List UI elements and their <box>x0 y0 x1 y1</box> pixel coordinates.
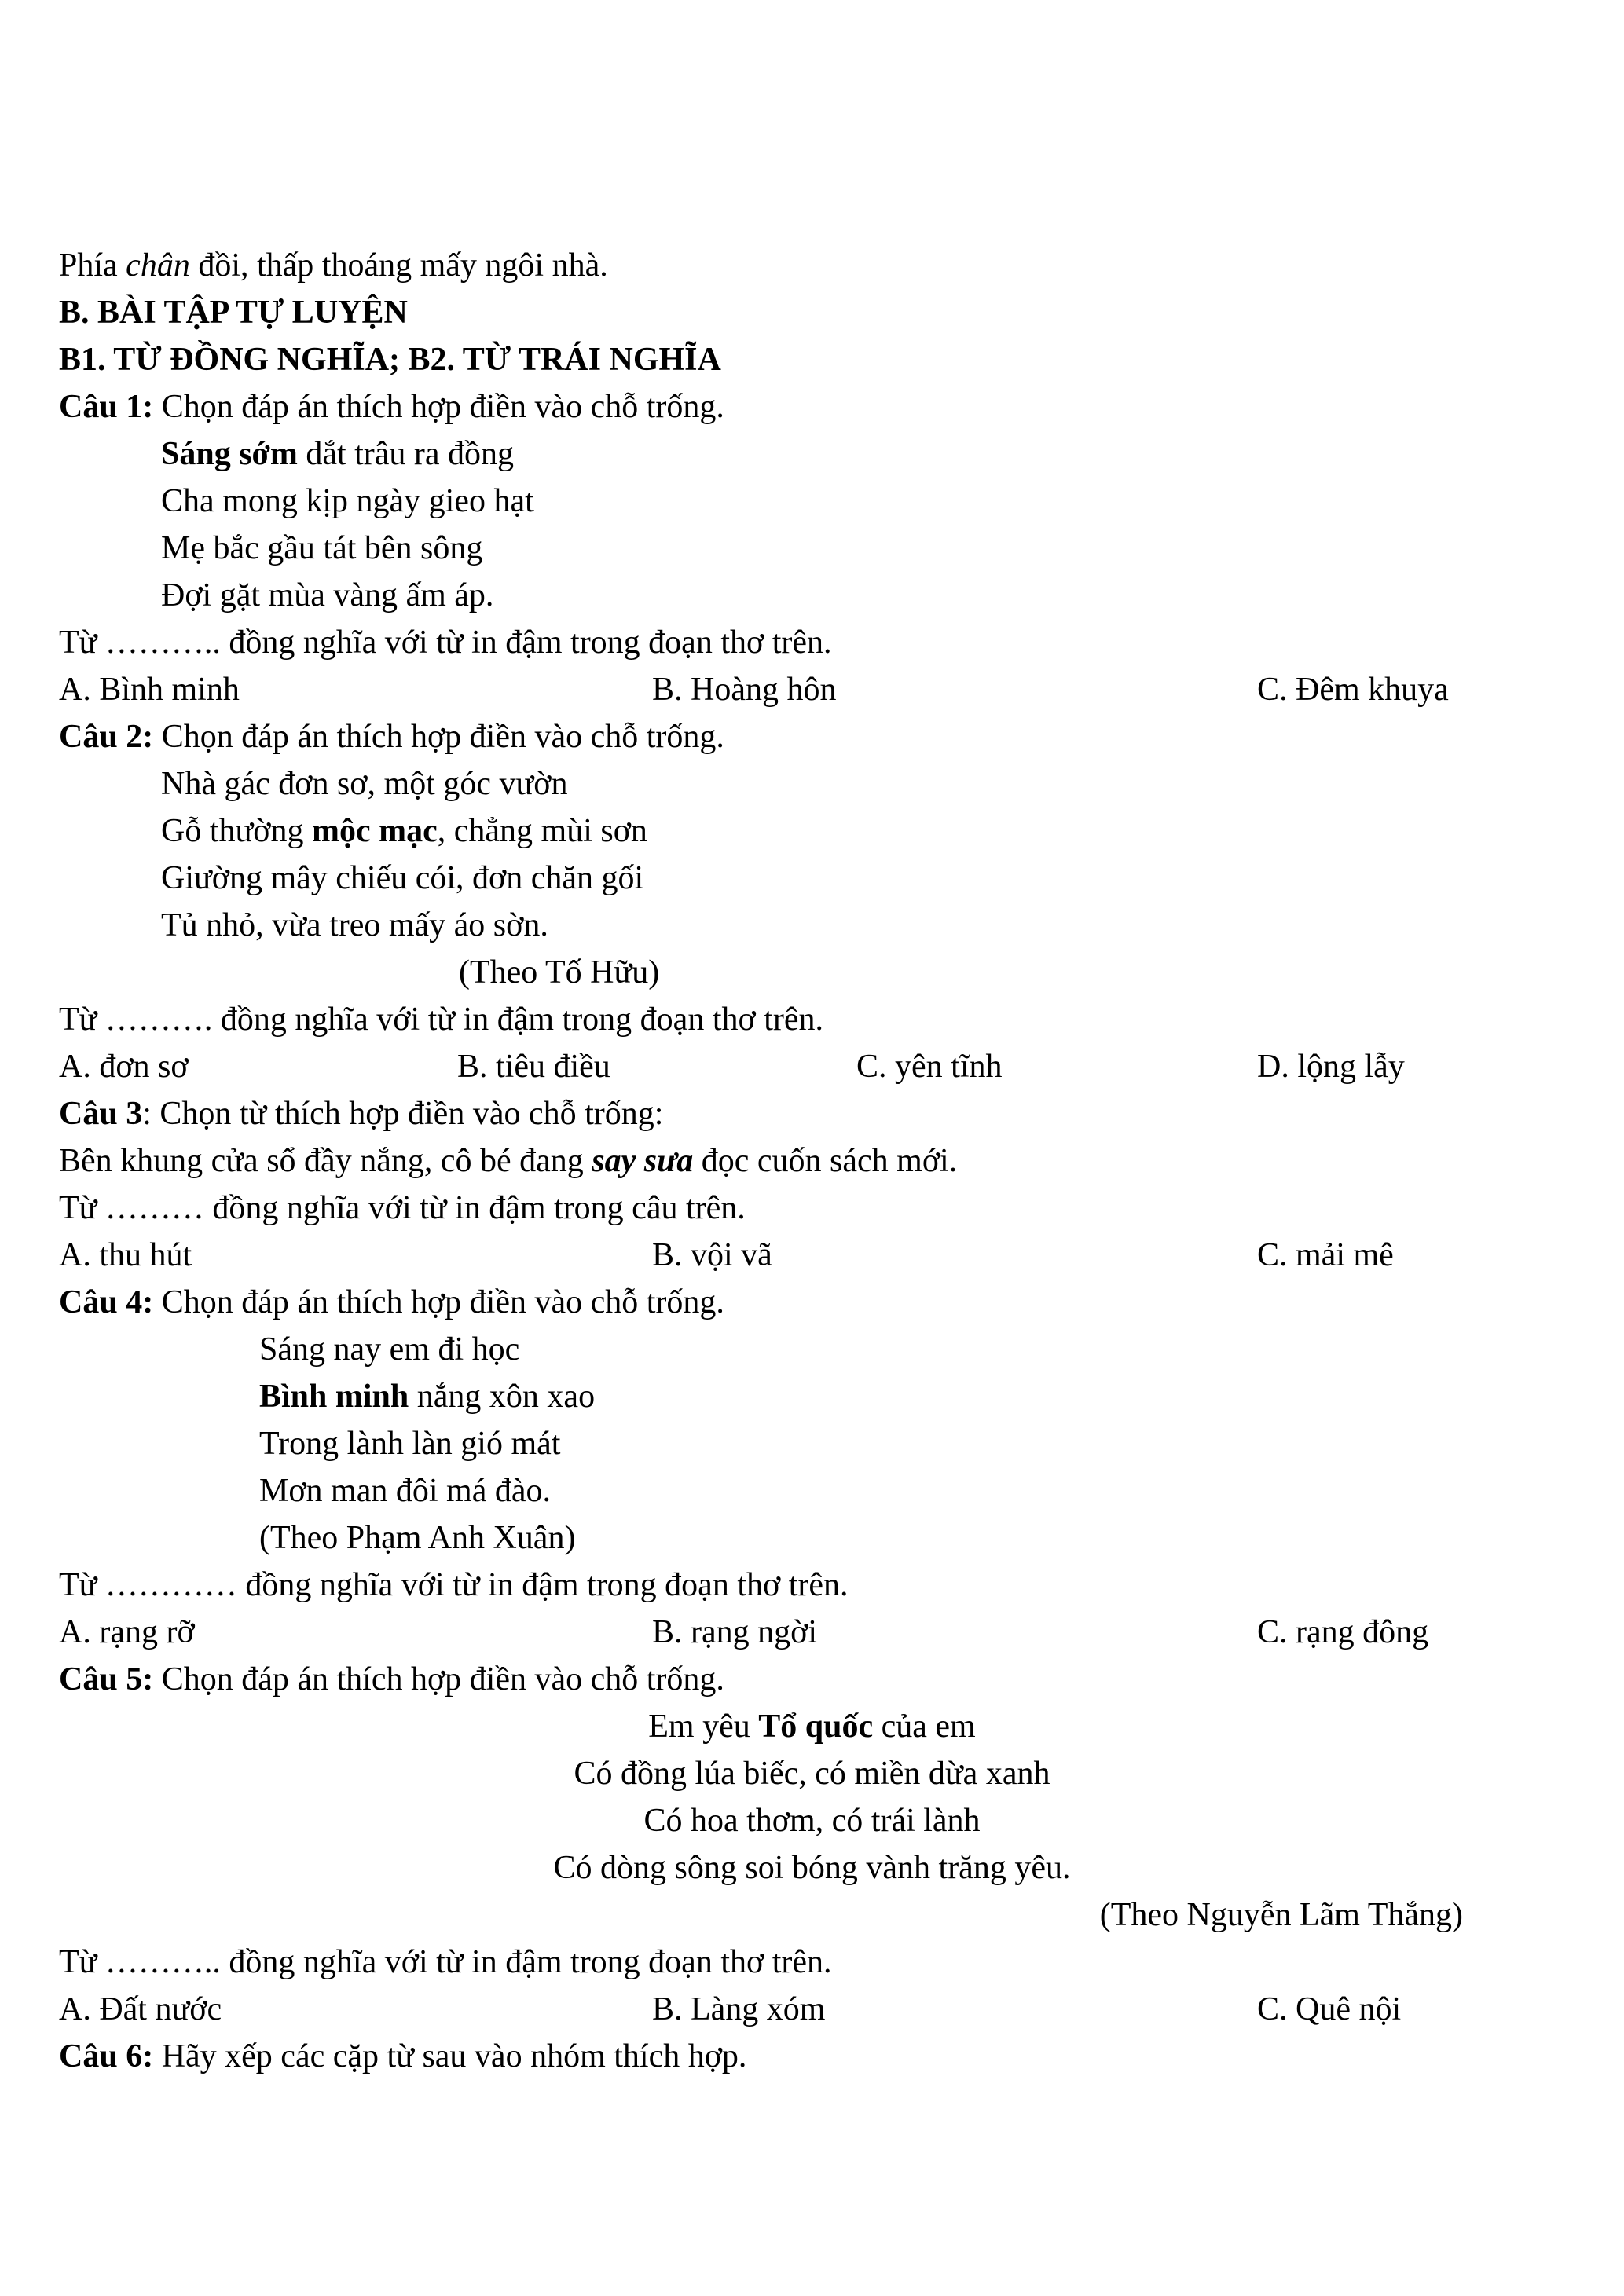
q1-option-a: A. Bình minh <box>59 672 240 708</box>
q3-prompt-text: : Chọn từ thích hợp điền vào chỗ trống: <box>142 1096 664 1132</box>
q5-poem-line-3: Có hoa thơm, có trái lành <box>643 1803 981 1839</box>
q2-prompt-text: Chọn đáp án thích hợp điền vào chỗ trống. <box>153 719 724 755</box>
q1-prompt-text: Chọn đáp án thích hợp điền vào chỗ trống. <box>153 389 724 425</box>
q5-bold-word: Tổ quốc <box>758 1708 874 1745</box>
q2-fill-line: Từ ………. đồng nghĩa với từ in đậm trong đoạn thơ trên. <box>59 1002 823 1038</box>
q4-poem-line-2-rest: nắng xôn xao <box>409 1379 596 1415</box>
q1-bold-word: Sáng sớm <box>161 436 298 472</box>
q4-option-c: C. rạng đông <box>1257 1614 1429 1650</box>
q1-poem-line-2: Cha mong kịp ngày gieo hạt <box>161 483 534 519</box>
q5-poem-line-2: Có đồng lúa biếc, có miền dừa xanh <box>574 1756 1050 1792</box>
q5-prompt <box>59 1656 1565 1703</box>
q1-fill-line: Từ ……….. đồng nghĩa với từ in đậm trong đoạn thơ trên. <box>59 624 832 661</box>
q1-poem-line-4: Đợi gặt mùa vàng ấm áp. <box>161 577 494 613</box>
q1-option-c: C. Đêm khuya <box>1257 672 1449 708</box>
q4-fill-line: Từ ………… đồng nghĩa với từ in đậm trong đoạn thơ trên. <box>59 1567 849 1603</box>
q4-poem-line-3: Trong lành làn gió mát <box>259 1426 561 1462</box>
q4-option-a: A. rạng rỡ <box>59 1614 195 1650</box>
q2-bold-word: mộc mạc <box>311 813 438 849</box>
q3-option-c: C. mải mê <box>1257 1237 1394 1273</box>
q6-label: Câu 6: <box>59 2038 154 2074</box>
q5-option-b: B. Làng xóm <box>652 1991 826 2027</box>
q3-sentence-rest: đọc cuốn sách mới. <box>693 1143 958 1179</box>
q3-label: Câu 3 <box>59 1096 143 1132</box>
q4-prompt <box>59 1279 1565 1326</box>
q5-fill-line: Từ ……….. đồng nghĩa với từ in đậm trong đoạn thơ trên. <box>59 1944 832 1980</box>
q4-prompt-text: Chọn đáp án thích hợp điền vào chỗ trống. <box>153 1284 724 1320</box>
q1-prompt <box>59 383 1565 430</box>
q2-attribution: (Theo Tố Hữu) <box>459 954 660 991</box>
q1-options <box>59 666 1565 713</box>
q2-poem-line-2-pre: Gỗ thường <box>161 813 312 849</box>
q5-poem-line-4: Có dòng sông soi bóng vành trăng yêu. <box>553 1850 1071 1886</box>
q1-label: Câu 1: <box>59 389 154 425</box>
q3-sentence <box>59 1137 1565 1185</box>
q5-option-c: C. Quê nội <box>1257 1991 1402 2027</box>
section-title: B. BÀI TẬP TỰ LUYỆN <box>59 295 408 331</box>
q4-poem-line-1: Sáng nay em đi học <box>259 1331 520 1368</box>
q5-poem-line-1-rest: của em <box>873 1708 976 1745</box>
q4-poem-line-4: Mơn man đôi má đào. <box>259 1473 551 1509</box>
q4-option-b: B. rạng ngời <box>652 1614 818 1650</box>
q1-option-b: B. Hoàng hôn <box>652 672 837 708</box>
q5-poem-line-1-pre: Em yêu <box>648 1708 759 1745</box>
q5-poem-line-1 <box>59 1703 1565 1750</box>
document-content <box>59 242 1565 2080</box>
q3-option-b: B. vội vã <box>652 1237 772 1273</box>
q2-prompt <box>59 713 1565 760</box>
q5-label: Câu 5: <box>59 1661 154 1697</box>
q4-attribution: (Theo Phạm Anh Xuân) <box>259 1520 576 1556</box>
q2-option-d: D. lộng lẫy <box>1257 1049 1405 1085</box>
q5-prompt-text: Chọn đáp án thích hợp điền vào chỗ trống. <box>153 1661 724 1697</box>
intro-line <box>59 242 1565 289</box>
q4-options <box>59 1609 1565 1656</box>
q2-poem-line-2 <box>59 807 1565 855</box>
q4-poem-line-2 <box>59 1373 1565 1420</box>
q1-poem-line-1-rest: dắt trâu ra đồng <box>297 436 515 472</box>
q2-poem-line-4: Tủ nhỏ, vừa treo mấy áo sờn. <box>161 907 548 943</box>
subsection-title: B1. TỪ ĐỒNG NGHĨA; B2. TỪ TRÁI NGHĨA <box>59 342 721 378</box>
q2-options <box>59 1043 1565 1090</box>
q4-bold-word: Bình minh <box>259 1379 409 1415</box>
q2-poem-line-1: Nhà gác đơn sơ, một góc vườn <box>161 766 568 802</box>
q3-prompt <box>59 1090 1565 1137</box>
q2-poem-line-3: Giường mây chiếu cói, đơn chăn gối <box>161 860 644 896</box>
intro-pre: Phía <box>59 247 126 284</box>
intro-post: đồi, thấp thoáng mấy ngôi nhà. <box>189 247 608 284</box>
q3-fill-line: Từ ……… đồng nghĩa với từ in đậm trong câu trên. <box>59 1190 746 1226</box>
q3-bold-italic-word: say sưa <box>592 1143 694 1179</box>
q2-option-a: A. đơn sơ <box>59 1049 189 1085</box>
q4-label: Câu 4: <box>59 1284 154 1320</box>
q5-options <box>59 1986 1565 2033</box>
q1-poem-line-3: Mẹ bắc gầu tát bên sông <box>161 530 483 566</box>
q6-prompt-text: Hãy xếp các cặp từ sau vào nhóm thích hợp. <box>153 2038 747 2074</box>
q6-prompt <box>59 2033 1565 2080</box>
q5-option-a: A. Đất nước <box>59 1991 222 2027</box>
q5-attribution: (Theo Nguyễn Lãm Thắng) <box>1099 1897 1463 1933</box>
q3-options <box>59 1232 1565 1279</box>
q2-option-b: B. tiêu điều <box>457 1049 610 1085</box>
q2-label: Câu 2: <box>59 719 154 755</box>
q2-poem-line-2-rest: , chẳng mùi sơn <box>437 813 647 849</box>
q2-option-c: C. yên tĩnh <box>856 1049 1003 1085</box>
q1-poem-line-1 <box>59 430 1565 478</box>
q3-sentence-pre: Bên khung cửa sổ đầy nắng, cô bé đang <box>59 1143 592 1179</box>
q3-option-a: A. thu hút <box>59 1237 192 1273</box>
intro-italic-word: chân <box>126 247 190 284</box>
